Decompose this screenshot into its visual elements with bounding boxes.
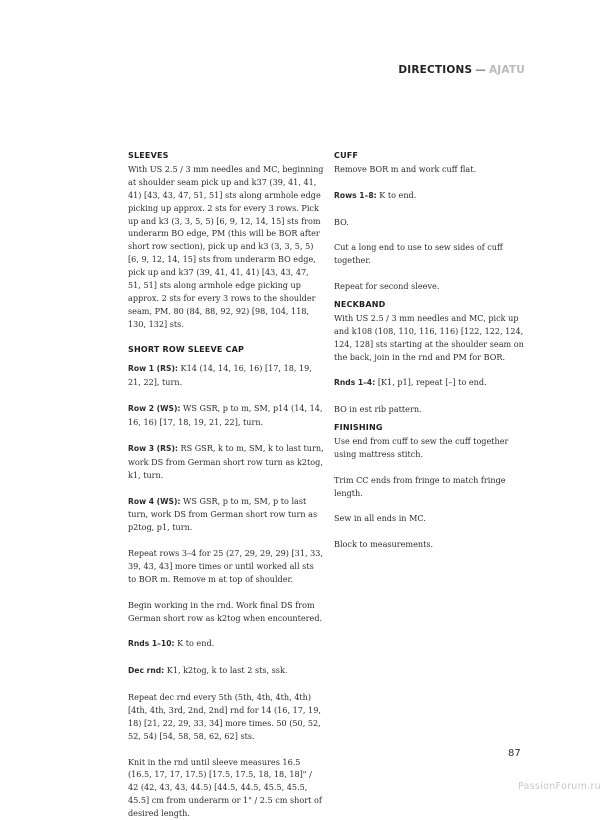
rnds-lead: Rnds 1–10: — [128, 639, 175, 649]
row3-paragraph — [128, 442, 324, 482]
section-title-neckband: NECKBAND — [334, 299, 386, 309]
rnds14-lead: Rnds 1–4: — [334, 378, 376, 388]
repeat-dec-paragraph: Repeat dec rnd every 5th (5th, 4th, 4th, 4th) [4th, 4th, 3rd, 2nd, 2nd] rnd for 14 (16, 17, 19, 18) [21, 22, 29, 33, 34] more times. 50 (50, 52, 52, 54) [54, 58, 58, 62, 62] sts. — [128, 692, 321, 741]
rnds-paragraph — [128, 637, 324, 651]
section-title-sleeves: SLEEVES — [128, 151, 169, 160]
header-dash: — — [475, 64, 486, 76]
dec-rnd-paragraph — [128, 664, 324, 678]
row1-lead: Row 1 (RS): — [128, 364, 178, 374]
rnds-text: K to end. — [174, 638, 215, 649]
rnds14-text: [K1, p1], repeat [–] to end. — [375, 377, 487, 388]
sew-paragraph: Sew in all ends in MC. — [334, 513, 426, 524]
begin-rnd-paragraph: Begin working in the rnd. Work final DS from German short row as k2tog when encountered. — [128, 599, 323, 623]
row1-text: K14 (14, 14, 16, 16) [17, 18, 19, 21, 22], turn. — [128, 363, 312, 388]
repeat-rows-paragraph: Repeat rows 3–4 for 25 (27, 29, 29, 29) [31, 33, 39, 43, 43] more times or until worked all sts to BOR m. Remove m at top of shoulder. — [128, 548, 323, 584]
cuff-paragraph: Remove BOR m and work cuff flat. — [334, 163, 477, 174]
watermark: PassionForum.ru — [517, 781, 601, 792]
rows-paragraph — [334, 189, 527, 203]
page-number: 87 — [508, 748, 521, 759]
trim-paragraph: Trim CC ends from fringe to match fringe length. — [334, 474, 506, 498]
row2-text: WS GSR, p to m, SM, p14 (14, 14, 16, 16) [17, 18, 19, 21, 22], turn. — [128, 403, 323, 428]
header-title: DIRECTIONS — [398, 64, 473, 76]
knit-rnd-paragraph: Knit in the rnd until sleeve measures 16.5 (16.5, 17, 17, 17.5) [17.5, 17.5, 18, 18, 18]" / 42 (42, 43, 43, 44.5) [44.5, 44.5, 45.5, 45.5, 45.5] cm from underarm or 1" / 2.5 cm short of desired length. — [128, 756, 322, 819]
rows-text: K to end. — [376, 189, 417, 200]
bo-rib-paragraph: BO in est rib pattern. — [334, 404, 422, 415]
row2-paragraph — [128, 402, 324, 429]
section-title-short-row-cap: SHORT ROW SLEEVE CAP — [128, 344, 245, 354]
finishing-paragraph: Use end from cuff to sew the cuff together using mattress stitch. — [334, 435, 509, 459]
row4-lead: Row 4 (WS): — [128, 496, 181, 506]
row1-paragraph — [128, 362, 324, 389]
dec-text: K1, k2tog, k to last 2 sts, ssk. — [164, 665, 288, 676]
row2-lead: Row 2 (WS): — [128, 404, 181, 414]
neckband-paragraph: With US 2.5 / 3 mm needles and MC, pick up and k108 (108, 110, 116, 116) [122, 122, 124, 124, 128] sts starting at the shoulder seam on the back, join in the rnd and PM for BOR. — [334, 312, 524, 362]
section-title-cuff: CUFF — [334, 151, 359, 160]
header-subtitle: AJATU — [488, 64, 525, 76]
repeat-sleeve-paragraph: Repeat for second sleeve. — [334, 281, 440, 291]
row4-text: WS GSR, p to m, SM, p to last turn, work DS from German short row turn as p2tog, p1, turn. — [128, 495, 318, 533]
section-title-finishing: FINISHING — [334, 423, 383, 433]
dec-lead: Dec rnd: — [128, 666, 165, 676]
row4-paragraph — [128, 495, 324, 535]
right-column — [334, 150, 527, 551]
block-paragraph: Block to measurements. — [334, 539, 434, 550]
cut-paragraph: Cut a long end to use to sew sides of cuff together. — [334, 242, 503, 266]
row3-text: RS GSR, k to m, SM, k to last turn, work DS from German short row turn as k2tog, k1, turn. — [128, 442, 324, 480]
sleeves-paragraph: With US 2.5 / 3 mm needles and MC, beginning at shoulder seam pick up and k37 (39, 41, 41, 41) [43, 43, 47, 51, 51] sts along armhole edge picking up approx. 2 sts for every 3 rows. Pick up and k3 (3, 3, 5, 5) [6, 9, 12, 14, 15] sts from underarm BO edge, PM (this will be BOR after short row section), pick up and k3 (3, 3, 5, 5) [6, 9, 12, 14, 15] sts from underarm BO edge, pick up and k37 (39, 41, 41, 41) [43, 43, 47, 51, 51] sts along armhole edge picking up approx. 2 sts for every 3 rows to the shoulder seam, PM. 80 (84, 88, 92, 92) [98, 104, 118, 130, 132] sts. — [128, 163, 324, 329]
page-header — [398, 64, 525, 76]
left-column — [128, 150, 324, 820]
rows-lead: Rows 1–8: — [334, 190, 377, 200]
rnds14-paragraph — [334, 376, 527, 390]
bo-paragraph: BO. — [334, 216, 349, 227]
row3-lead: Row 3 (RS): — [128, 443, 178, 453]
